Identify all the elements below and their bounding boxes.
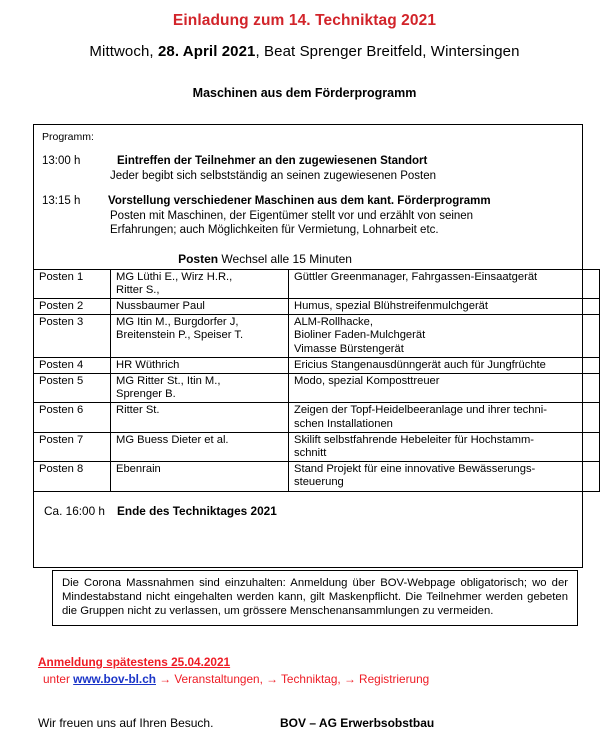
program-box (33, 124, 583, 568)
posten-number: Posten 8 (34, 462, 111, 491)
caption-bold-word: Posten (178, 251, 219, 266)
posten-topic: Zeigen der Topf-Heidelbeeranlage und ihrer techni- schen Installationen (289, 403, 600, 432)
schedule-entry (42, 154, 582, 183)
schedule-time: 13:00 h (42, 155, 81, 167)
signoff-organization: BOV – AG Erwerbsobstbau (280, 716, 435, 730)
schedule-subline-2: Erfahrungen; auch Möglichkeiten für Vermietung, Lohnarbeit etc. (110, 224, 439, 236)
caption-rest: Wechsel alle 15 Minuten (218, 251, 352, 266)
posten-topic: Güttler Greenmanager, Fahrgassen-Einsaatgerät (289, 269, 600, 298)
schedule-description (108, 154, 436, 183)
posten-people: Nussbaumer Paul (111, 298, 289, 314)
posten-topic: Ericius Stangenausdünngerät auch für Jungfrüchte (289, 357, 600, 373)
table-row (34, 298, 600, 314)
subtitle-weekday: Mittwoch, (89, 43, 158, 60)
posten-topic: ALM-Rollhacke, Bioliner Faden-Mulchgerät Vimasse Bürstengerät (289, 315, 600, 358)
registration-prefix: unter (43, 672, 74, 686)
registration-deadline: Anmeldung spätestens 25.04.2021 (38, 655, 231, 669)
bov-website-link[interactable]: www.bov-bl.ch (73, 672, 156, 686)
posten-topic: Humus, spezial Blühstreifenmulchgerät (289, 298, 600, 314)
closing-time: Ca. 16:00 h (44, 503, 105, 518)
subtitle-location: , Beat Sprenger Breitfeld, Wintersingen (255, 43, 520, 60)
posten-people: HR Wüthrich (111, 357, 289, 373)
posten-number: Posten 7 (34, 432, 111, 461)
posten-number: Posten 5 (34, 373, 111, 402)
posten-number: Posten 2 (34, 298, 111, 314)
registration-path-line (38, 669, 429, 686)
posten-topic: Stand Projekt für eine innovative Bewässerungs- steuerung (289, 462, 600, 491)
table-row (34, 403, 600, 432)
registration-path: → Veranstaltungen, → Techniktag, → Registrierung (155, 672, 430, 686)
schedule-entry (42, 194, 582, 238)
schedule-time: 13:15 h (42, 195, 81, 207)
schedule-headline: Eintreffen der Teilnehmer an den zugewiesenen Standort (117, 155, 428, 167)
schedule-subline: Jeder begibt sich selbstständig an seinen zugewiesenen Posten (110, 169, 437, 182)
corona-notice-text: Die Corona Massnahmen sind einzuhalten: Anmeldung über BOV-Webpage obligatorisch; wo der Mindestabstand nicht eingehalten werden kann, gilt Maskenpflicht. Die Teilnehmer werden gebeten die Gruppen nicht zu verlassen, um grössere Menschenansammlungen zu vermeiden. (62, 577, 568, 618)
table-row (34, 373, 600, 402)
posten-number: Posten 1 (34, 269, 111, 298)
posten-table-body (34, 269, 600, 491)
posten-people: Ebenrain (111, 462, 289, 491)
posten-people: MG Ritter St., Itin M., Sprenger B. (111, 373, 289, 402)
schedule-subline: Posten mit Maschinen, der Eigentümer stellt vor und erzählt von seinen (110, 209, 474, 222)
closing-text: Ende des Techniktages 2021 (117, 503, 277, 518)
posten-number: Posten 6 (34, 403, 111, 432)
table-row (34, 357, 600, 373)
table-row (34, 432, 600, 461)
schedule-block (34, 154, 582, 238)
program-label: Programm: (42, 131, 94, 143)
posten-people: MG Buess Dieter et al. (111, 432, 289, 461)
corona-notice-box (52, 570, 578, 626)
program-closing-line (34, 492, 582, 518)
subtitle-date: 28. April 2021 (157, 43, 256, 60)
section-heading: Maschinen aus dem Förderprogramm (192, 86, 417, 100)
posten-topic: Modo, spezial Komposttreuer (289, 373, 600, 402)
posten-table (33, 269, 600, 492)
signoff-greeting: Wir freuen uns auf Ihren Besuch. (38, 716, 214, 730)
posten-number: Posten 3 (34, 315, 111, 358)
table-row (34, 315, 600, 358)
posten-people: Ritter St. (111, 403, 289, 432)
posten-table-caption (34, 238, 582, 269)
page-title: Einladung zum 14. Techniktag 2021 (172, 12, 437, 29)
table-row (34, 462, 600, 491)
event-subtitle (0, 30, 609, 60)
schedule-headline: Vorstellung verschiedener Maschinen aus dem kant. Förderprogramm (108, 195, 491, 207)
posten-number: Posten 4 (34, 357, 111, 373)
registration-block (38, 655, 429, 686)
posten-people: MG Itin M., Burgdorfer J, Breitenstein P., Speiser T. (111, 315, 289, 358)
posten-topic: Skilift selbstfahrende Hebeleiter für Hochstamm- schnitt (289, 432, 600, 461)
table-row (34, 269, 600, 298)
schedule-description (108, 194, 491, 238)
posten-people: MG Lüthi E., Wirz H.R., Ritter S., (111, 269, 289, 298)
